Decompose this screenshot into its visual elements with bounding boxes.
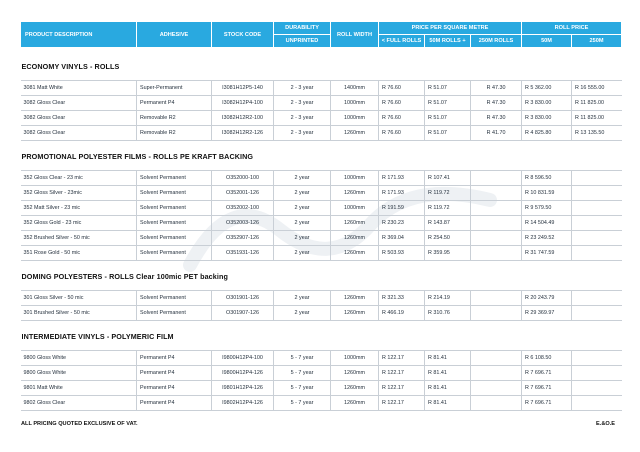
cell-price-50m-rolls: R 214.19 — [425, 291, 471, 306]
table-row — [21, 381, 622, 396]
cell-stock-code: I9800H12P4-100 — [212, 351, 274, 366]
cell-stock-code: I3081H12P5-140 — [212, 81, 274, 96]
cell-adhesive: Permanent P4 — [137, 351, 212, 366]
table-row — [21, 96, 622, 111]
section-heading-row — [21, 149, 622, 163]
cell-roll-price-50m: R 8 596.50 — [522, 171, 572, 186]
cell-price-full-rolls: R 171.93 — [379, 171, 425, 186]
cell-price-50m-rolls: R 119.72 — [425, 186, 471, 201]
cell-durability: 2 year — [274, 186, 331, 201]
cell-roll-price-250m — [572, 351, 622, 366]
cell-roll-price-250m — [572, 216, 622, 231]
cell-durability: 2 year — [274, 216, 331, 231]
cell-roll-width: 1000mm — [331, 96, 379, 111]
cell-price-full-rolls: R 122.17 — [379, 396, 425, 411]
cell-adhesive: Permanent P4 — [137, 381, 212, 396]
cell-description: 352 Gloss Gold - 23 mic — [21, 216, 137, 231]
cell-durability: 2 year — [274, 306, 331, 321]
cell-price-full-rolls: R 503.93 — [379, 246, 425, 261]
cell-description: 9800 Gloss White — [21, 366, 137, 381]
cell-roll-price-250m — [572, 171, 622, 186]
cell-adhesive: Solvent Permanent — [137, 306, 212, 321]
col-roll-250m: 250M — [572, 35, 622, 48]
cell-roll-width: 1000mm — [331, 351, 379, 366]
cell-adhesive: Solvent Permanent — [137, 216, 212, 231]
cell-price-50m-rolls: R 143.87 — [425, 216, 471, 231]
cell-stock-code: I3082H12R2-100 — [212, 111, 274, 126]
cell-price-50m-rolls: R 310.76 — [425, 306, 471, 321]
cell-price-250m-rolls — [471, 216, 522, 231]
cell-roll-price-50m: R 14 504.49 — [522, 216, 572, 231]
cell-price-250m-rolls — [471, 231, 522, 246]
cell-durability: 2 year — [274, 246, 331, 261]
table-row — [21, 246, 622, 261]
cell-price-full-rolls: R 171.93 — [379, 186, 425, 201]
cell-price-full-rolls: R 76.60 — [379, 126, 425, 141]
cell-durability: 2 year — [274, 231, 331, 246]
cell-description: 9802 Gloss Clear — [21, 396, 137, 411]
cell-roll-width: 1260mm — [331, 306, 379, 321]
cell-stock-code: O352001-126 — [212, 186, 274, 201]
col-roll-width: ROLL WIDTH — [331, 22, 379, 48]
cell-roll-width: 1260mm — [331, 366, 379, 381]
cell-roll-price-250m — [572, 246, 622, 261]
cell-price-50m-rolls: R 107.41 — [425, 171, 471, 186]
cell-roll-width: 1260mm — [331, 216, 379, 231]
cell-price-250m-rolls — [471, 366, 522, 381]
cell-durability: 2 - 3 year — [274, 111, 331, 126]
col-group-roll-price: ROLL PRICE — [522, 22, 622, 35]
section-title: INTERMEDIATE VINYLS - POLYMERIC FILM — [21, 331, 174, 341]
cell-roll-price-250m: R 16 555.00 — [572, 81, 622, 96]
cell-roll-price-250m — [572, 186, 622, 201]
section-spacer — [21, 141, 622, 150]
cell-adhesive: Solvent Permanent — [137, 246, 212, 261]
table-row — [21, 351, 622, 366]
cell-roll-width: 1000mm — [331, 201, 379, 216]
cell-roll-price-250m: R 11 825.00 — [572, 96, 622, 111]
cell-price-50m-rolls: R 51.07 — [425, 111, 471, 126]
cell-stock-code: O352003-126 — [212, 216, 274, 231]
col-250m-rolls: 250M ROLLS — [471, 35, 522, 48]
cell-roll-width: 1260mm — [331, 291, 379, 306]
cell-durability: 2 year — [274, 291, 331, 306]
cell-price-250m-rolls — [471, 186, 522, 201]
table-row — [21, 81, 622, 96]
cell-price-50m-rolls: R 359.95 — [425, 246, 471, 261]
cell-adhesive: Permanent P4 — [137, 366, 212, 381]
cell-description: 9801 Matt White — [21, 381, 137, 396]
cell-durability: 2 - 3 year — [274, 96, 331, 111]
section-spacer — [21, 48, 622, 60]
table-row — [21, 216, 622, 231]
cell-roll-price-50m: R 3 830.00 — [522, 96, 572, 111]
cell-roll-price-250m — [572, 381, 622, 396]
section-title: PROMOTIONAL POLYESTER FILMS - ROLLS PE KRAFT BACKING — [21, 151, 254, 161]
cell-price-full-rolls: R 230.23 — [379, 216, 425, 231]
cell-roll-width: 1260mm — [331, 381, 379, 396]
cell-price-50m-rolls: R 81.41 — [425, 381, 471, 396]
cell-roll-width: 1260mm — [331, 186, 379, 201]
cell-stock-code: O351931-126 — [212, 246, 274, 261]
section-gap — [21, 163, 622, 171]
cell-roll-price-250m — [572, 291, 622, 306]
cell-description: 9800 Gloss White — [21, 351, 137, 366]
cell-durability: 5 - 7 year — [274, 351, 331, 366]
section-heading-row — [21, 269, 622, 283]
price-table — [20, 21, 622, 411]
table-row — [21, 306, 622, 321]
cell-adhesive: Solvent Permanent — [137, 231, 212, 246]
cell-stock-code: I3082H12P4-100 — [212, 96, 274, 111]
cell-roll-price-250m — [572, 201, 622, 216]
table-row — [21, 126, 622, 141]
section-title: DOMING POLYESTERS - ROLLS Clear 100mic PET backing — [21, 271, 228, 281]
cell-price-250m-rolls — [471, 171, 522, 186]
cell-roll-price-50m: R 29 369.97 — [522, 306, 572, 321]
cell-description: 301 Gloss Silver - 50 mic — [21, 291, 137, 306]
section-title: ECONOMY VINYLS - ROLLS — [21, 61, 120, 71]
cell-description: 352 Matt Silver - 23 mic — [21, 201, 137, 216]
section-heading-row — [21, 59, 622, 73]
cell-description: 352 Brushed Silver - 50 mic — [21, 231, 137, 246]
cell-roll-price-50m: R 10 831.59 — [522, 186, 572, 201]
cell-description: 3082 Gloss Clear — [21, 126, 137, 141]
section-gap — [21, 343, 622, 351]
cell-price-full-rolls: R 466.19 — [379, 306, 425, 321]
cell-price-full-rolls: R 122.17 — [379, 366, 425, 381]
cell-adhesive: Removable R2 — [137, 111, 212, 126]
col-unprinted: UNPRINTED — [274, 35, 331, 48]
cell-price-50m-rolls: R 51.07 — [425, 81, 471, 96]
section-gap — [21, 283, 622, 291]
cell-price-full-rolls: R 122.17 — [379, 351, 425, 366]
cell-roll-price-50m: R 23 249.52 — [522, 231, 572, 246]
cell-roll-price-250m — [572, 306, 622, 321]
col-50m-rolls: 50M ROLLS + — [425, 35, 471, 48]
col-roll-50m: 50M — [522, 35, 572, 48]
cell-stock-code: I9801H12P4-126 — [212, 381, 274, 396]
cell-price-250m-rolls — [471, 246, 522, 261]
cell-roll-price-250m: R 11 825.00 — [572, 111, 622, 126]
cell-roll-price-50m: R 7 696.71 — [522, 396, 572, 411]
cell-price-250m-rolls: R 47.30 — [471, 81, 522, 96]
cell-adhesive: Super-Permanent — [137, 81, 212, 96]
cell-description: 352 Gloss Clear - 23 mic — [21, 171, 137, 186]
cell-stock-code: I3082H12R2-126 — [212, 126, 274, 141]
cell-adhesive: Permanent P4 — [137, 396, 212, 411]
table-row — [21, 231, 622, 246]
cell-adhesive: Solvent Permanent — [137, 171, 212, 186]
cell-durability: 5 - 7 year — [274, 366, 331, 381]
cell-stock-code: O301901-126 — [212, 291, 274, 306]
cell-roll-price-50m: R 3 830.00 — [522, 111, 572, 126]
cell-price-250m-rolls — [471, 396, 522, 411]
cell-roll-price-250m: R 13 135.50 — [572, 126, 622, 141]
cell-description: 351 Rose Gold - 50 mic — [21, 246, 137, 261]
col-stock-code: STOCK CODE — [212, 22, 274, 48]
cell-roll-price-50m: R 5 362.00 — [522, 81, 572, 96]
cell-roll-width: 1260mm — [331, 231, 379, 246]
cell-roll-price-250m — [572, 366, 622, 381]
cell-roll-price-50m: R 4 825.80 — [522, 126, 572, 141]
col-full-rolls: < FULL ROLLS — [379, 35, 425, 48]
vat-note: ALL PRICING QUOTED EXCLUSIVE OF VAT. — [21, 421, 138, 427]
cell-roll-width: 1000mm — [331, 111, 379, 126]
cell-stock-code: O352002-100 — [212, 201, 274, 216]
cell-roll-width: 1260mm — [331, 126, 379, 141]
cell-durability: 5 - 7 year — [274, 396, 331, 411]
cell-price-50m-rolls: R 81.41 — [425, 351, 471, 366]
table-row — [21, 291, 622, 306]
table-row — [21, 171, 622, 186]
cell-price-250m-rolls: R 47.30 — [471, 111, 522, 126]
table-row — [21, 396, 622, 411]
section-spacer — [21, 261, 622, 270]
cell-adhesive: Removable R2 — [137, 126, 212, 141]
section-gap — [21, 73, 622, 81]
cell-roll-price-50m: R 6 108.50 — [522, 351, 572, 366]
cell-description: 301 Brushed Silver - 50 mic — [21, 306, 137, 321]
cell-stock-code: I9800H12P4-126 — [212, 366, 274, 381]
cell-price-250m-rolls — [471, 291, 522, 306]
cell-price-50m-rolls: R 119.72 — [425, 201, 471, 216]
cell-roll-width: 1000mm — [331, 171, 379, 186]
table-row — [21, 201, 622, 216]
col-adhesive: ADHESIVE — [137, 22, 212, 48]
cell-stock-code: O301907-126 — [212, 306, 274, 321]
cell-price-250m-rolls: R 41.70 — [471, 126, 522, 141]
cell-roll-width: 1260mm — [331, 246, 379, 261]
cell-durability: 2 year — [274, 171, 331, 186]
cell-description: 3082 Gloss Clear — [21, 96, 137, 111]
table-header — [21, 22, 622, 48]
cell-price-250m-rolls: R 47.30 — [471, 96, 522, 111]
cell-price-50m-rolls: R 81.41 — [425, 396, 471, 411]
cell-price-50m-rolls: R 81.41 — [425, 366, 471, 381]
cell-roll-width: 1400mm — [331, 81, 379, 96]
cell-description: 3082 Gloss Clear — [21, 111, 137, 126]
cell-durability: 2 - 3 year — [274, 81, 331, 96]
cell-price-full-rolls: R 76.60 — [379, 81, 425, 96]
cell-price-250m-rolls — [471, 381, 522, 396]
cell-price-50m-rolls: R 51.07 — [425, 96, 471, 111]
table-row — [21, 111, 622, 126]
cell-roll-price-50m: R 31 747.59 — [522, 246, 572, 261]
section-heading-row — [21, 329, 622, 343]
cell-description: 352 Gloss Silver - 23mic — [21, 186, 137, 201]
cell-price-full-rolls: R 122.17 — [379, 381, 425, 396]
cell-roll-price-50m: R 9 579.50 — [522, 201, 572, 216]
cell-stock-code: I9802H12P4-126 — [212, 396, 274, 411]
cell-price-full-rolls: R 76.60 — [379, 111, 425, 126]
col-durability: DURABILITY — [274, 22, 331, 35]
cell-price-full-rolls: R 369.04 — [379, 231, 425, 246]
cell-adhesive: Solvent Permanent — [137, 291, 212, 306]
cell-roll-price-250m — [572, 231, 622, 246]
cell-price-250m-rolls — [471, 201, 522, 216]
table-body — [21, 48, 622, 411]
cell-adhesive: Solvent Permanent — [137, 186, 212, 201]
cell-price-50m-rolls: R 254.50 — [425, 231, 471, 246]
cell-price-250m-rolls — [471, 351, 522, 366]
cell-adhesive: Permanent P4 — [137, 96, 212, 111]
cell-stock-code: O352000-100 — [212, 171, 274, 186]
section-spacer — [21, 321, 622, 330]
table-row — [21, 186, 622, 201]
cell-price-250m-rolls — [471, 306, 522, 321]
cell-description: 3081 Matt White — [21, 81, 137, 96]
table-row — [21, 366, 622, 381]
price-list — [20, 21, 621, 411]
cell-durability: 2 year — [274, 201, 331, 216]
cell-price-full-rolls: R 76.60 — [379, 96, 425, 111]
cell-durability: 5 - 7 year — [274, 381, 331, 396]
cell-adhesive: Solvent Permanent — [137, 201, 212, 216]
cell-price-full-rolls: R 191.59 — [379, 201, 425, 216]
cell-roll-price-50m: R 7 696.71 — [522, 381, 572, 396]
cell-roll-price-50m: R 7 696.71 — [522, 366, 572, 381]
cell-price-full-rolls: R 321.33 — [379, 291, 425, 306]
cell-price-50m-rolls: R 51.07 — [425, 126, 471, 141]
eoe-note: E.&O.E — [596, 421, 615, 427]
col-group-price-per-sqm: PRICE PER SQUARE METRE — [379, 22, 522, 35]
cell-stock-code: O352907-126 — [212, 231, 274, 246]
col-product-description: PRODUCT DESCRIPTION — [21, 22, 137, 48]
cell-roll-price-50m: R 20 243.79 — [522, 291, 572, 306]
cell-roll-price-250m — [572, 396, 622, 411]
cell-durability: 2 - 3 year — [274, 126, 331, 141]
cell-roll-width: 1260mm — [331, 396, 379, 411]
